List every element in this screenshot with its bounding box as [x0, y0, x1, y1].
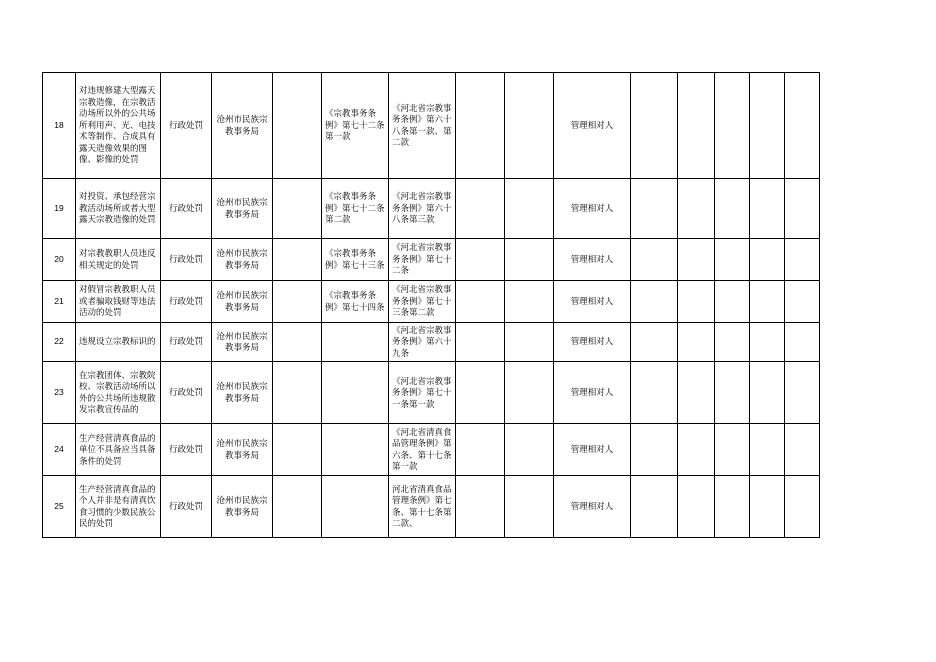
row-blank-5	[678, 239, 715, 281]
row-item-type: 行政处罚	[161, 281, 212, 323]
row-managed-object: 管理相对人	[554, 424, 631, 476]
row-blank-3	[505, 424, 554, 476]
row-blank-2	[456, 323, 505, 362]
row-blank-7	[750, 424, 785, 476]
row-blank-1	[273, 281, 322, 323]
table-row	[43, 239, 820, 281]
row-blank-7	[750, 281, 785, 323]
row-blank-4	[631, 281, 678, 323]
row-blank-6	[715, 281, 750, 323]
row-index: 22	[43, 323, 76, 362]
row-legal-basis-1	[322, 362, 389, 424]
row-item-name: 生产经营清真食品的个人并非是有清真饮食习惯的少数民族公民的处罚	[76, 476, 161, 538]
row-blank-6	[715, 424, 750, 476]
row-blank-8	[785, 424, 820, 476]
row-blank-2	[456, 424, 505, 476]
row-item-name: 对投资、承包经营宗教活动场所或者大型露天宗教造像的处罚	[76, 179, 161, 239]
row-implementing-agency: 沧州市民族宗教事务局	[212, 281, 273, 323]
row-implementing-agency: 沧州市民族宗教事务局	[212, 476, 273, 538]
row-managed-object: 管理相对人	[554, 73, 631, 179]
row-blank-2	[456, 362, 505, 424]
row-blank-5	[678, 323, 715, 362]
row-item-type: 行政处罚	[161, 179, 212, 239]
row-item-name: 生产经营清真食品的单位不具备应当具备条件的处罚	[76, 424, 161, 476]
table-row	[43, 179, 820, 239]
table-container	[42, 72, 768, 538]
row-managed-object: 管理相对人	[554, 476, 631, 538]
table-row	[43, 323, 820, 362]
row-blank-7	[750, 323, 785, 362]
row-managed-object: 管理相对人	[554, 281, 631, 323]
row-blank-7	[750, 239, 785, 281]
row-item-type: 行政处罚	[161, 424, 212, 476]
row-blank-7	[750, 179, 785, 239]
row-blank-6	[715, 476, 750, 538]
row-blank-8	[785, 239, 820, 281]
row-implementing-agency: 沧州市民族宗教事务局	[212, 323, 273, 362]
table-body	[43, 73, 820, 538]
row-blank-8	[785, 476, 820, 538]
administrative-penalty-table	[42, 72, 820, 538]
row-item-type: 行政处罚	[161, 239, 212, 281]
row-blank-8	[785, 323, 820, 362]
row-managed-object: 管理相对人	[554, 362, 631, 424]
row-blank-7	[750, 362, 785, 424]
row-blank-4	[631, 239, 678, 281]
row-blank-5	[678, 424, 715, 476]
row-blank-1	[273, 73, 322, 179]
row-implementing-agency: 沧州市民族宗教事务局	[212, 73, 273, 179]
row-blank-1	[273, 179, 322, 239]
table-row	[43, 73, 820, 179]
row-blank-3	[505, 239, 554, 281]
row-blank-2	[456, 179, 505, 239]
row-item-name: 对假冒宗教教职人员或者骗取钱财等违法活动的处罚	[76, 281, 161, 323]
row-index: 24	[43, 424, 76, 476]
row-item-name: 在宗教团体、宗教院校、宗教活动场所以外的公共场所违规散发宗教宣传品的	[76, 362, 161, 424]
row-blank-4	[631, 362, 678, 424]
row-blank-5	[678, 179, 715, 239]
row-legal-basis-2: 《河北省宗教事务条例》第六十八条第三款	[389, 179, 456, 239]
row-blank-4	[631, 424, 678, 476]
row-blank-3	[505, 281, 554, 323]
row-blank-1	[273, 239, 322, 281]
row-blank-5	[678, 73, 715, 179]
row-legal-basis-1	[322, 323, 389, 362]
row-item-type: 行政处罚	[161, 362, 212, 424]
row-item-type: 行政处罚	[161, 73, 212, 179]
table-row	[43, 476, 820, 538]
row-blank-8	[785, 73, 820, 179]
row-legal-basis-2: 《河北省宗教事务条例》第七十一条第一款	[389, 362, 456, 424]
row-blank-4	[631, 476, 678, 538]
row-blank-3	[505, 323, 554, 362]
table-row	[43, 281, 820, 323]
row-blank-8	[785, 281, 820, 323]
row-item-type: 行政处罚	[161, 323, 212, 362]
row-index: 25	[43, 476, 76, 538]
row-legal-basis-2: 《河北省宗教事务条例》第六十九条	[389, 323, 456, 362]
row-blank-2	[456, 281, 505, 323]
row-blank-5	[678, 362, 715, 424]
row-blank-1	[273, 323, 322, 362]
row-index: 21	[43, 281, 76, 323]
row-implementing-agency: 沧州市民族宗教事务局	[212, 179, 273, 239]
row-implementing-agency: 沧州市民族宗教事务局	[212, 424, 273, 476]
row-legal-basis-2: 河北省清真食品管理条例》第七条、第十七条第二款、	[389, 476, 456, 538]
row-blank-5	[678, 476, 715, 538]
row-implementing-agency: 沧州市民族宗教事务局	[212, 362, 273, 424]
row-item-name: 对违规修建大型露天宗教造像，在宗教活动场所以外的公共场所利用声、光、电技术等制作、合成具有露天造像效果的图像、影像的处罚	[76, 73, 161, 179]
row-index: 19	[43, 179, 76, 239]
row-managed-object: 管理相对人	[554, 179, 631, 239]
row-blank-2	[456, 73, 505, 179]
row-legal-basis-2: 《河北省宗教事务条例》第七十三条第二款	[389, 281, 456, 323]
row-blank-7	[750, 476, 785, 538]
row-legal-basis-1: 《宗教事务条例》第七十三条	[322, 239, 389, 281]
row-index: 20	[43, 239, 76, 281]
row-blank-6	[715, 73, 750, 179]
row-legal-basis-1	[322, 424, 389, 476]
row-blank-6	[715, 179, 750, 239]
row-blank-4	[631, 73, 678, 179]
row-blank-6	[715, 239, 750, 281]
row-legal-basis-1	[322, 476, 389, 538]
row-legal-basis-2: 《河北省宗教事务条例》第六十八条第一款、第二款	[389, 73, 456, 179]
row-item-name: 对宗教教职人员违反相关规定的处罚	[76, 239, 161, 281]
row-blank-4	[631, 179, 678, 239]
row-blank-7	[750, 73, 785, 179]
row-blank-3	[505, 476, 554, 538]
row-legal-basis-2: 《河北省清真食品管理条例》第六条、第十七条第一款	[389, 424, 456, 476]
row-blank-3	[505, 73, 554, 179]
row-blank-1	[273, 476, 322, 538]
row-legal-basis-1: 《宗教事务条例》第七十二条第一款	[322, 73, 389, 179]
row-blank-4	[631, 323, 678, 362]
row-blank-1	[273, 362, 322, 424]
row-blank-2	[456, 239, 505, 281]
table-row	[43, 362, 820, 424]
row-index: 18	[43, 73, 76, 179]
row-implementing-agency: 沧州市民族宗教事务局	[212, 239, 273, 281]
row-blank-8	[785, 179, 820, 239]
row-blank-3	[505, 179, 554, 239]
row-item-type: 行政处罚	[161, 476, 212, 538]
row-blank-8	[785, 362, 820, 424]
row-blank-3	[505, 362, 554, 424]
row-blank-1	[273, 424, 322, 476]
row-managed-object: 管理相对人	[554, 239, 631, 281]
row-index: 23	[43, 362, 76, 424]
table-row	[43, 424, 820, 476]
row-blank-2	[456, 476, 505, 538]
row-managed-object: 管理相对人	[554, 323, 631, 362]
row-blank-6	[715, 323, 750, 362]
row-blank-5	[678, 281, 715, 323]
row-blank-6	[715, 362, 750, 424]
row-item-name: 违规设立宗教标识的	[76, 323, 161, 362]
row-legal-basis-1: 《宗教事务条例》第七十四条	[322, 281, 389, 323]
row-legal-basis-2: 《河北省宗教事务条例》第七十二条	[389, 239, 456, 281]
row-legal-basis-1: 《宗教事务条例》第七十二条第二款	[322, 179, 389, 239]
